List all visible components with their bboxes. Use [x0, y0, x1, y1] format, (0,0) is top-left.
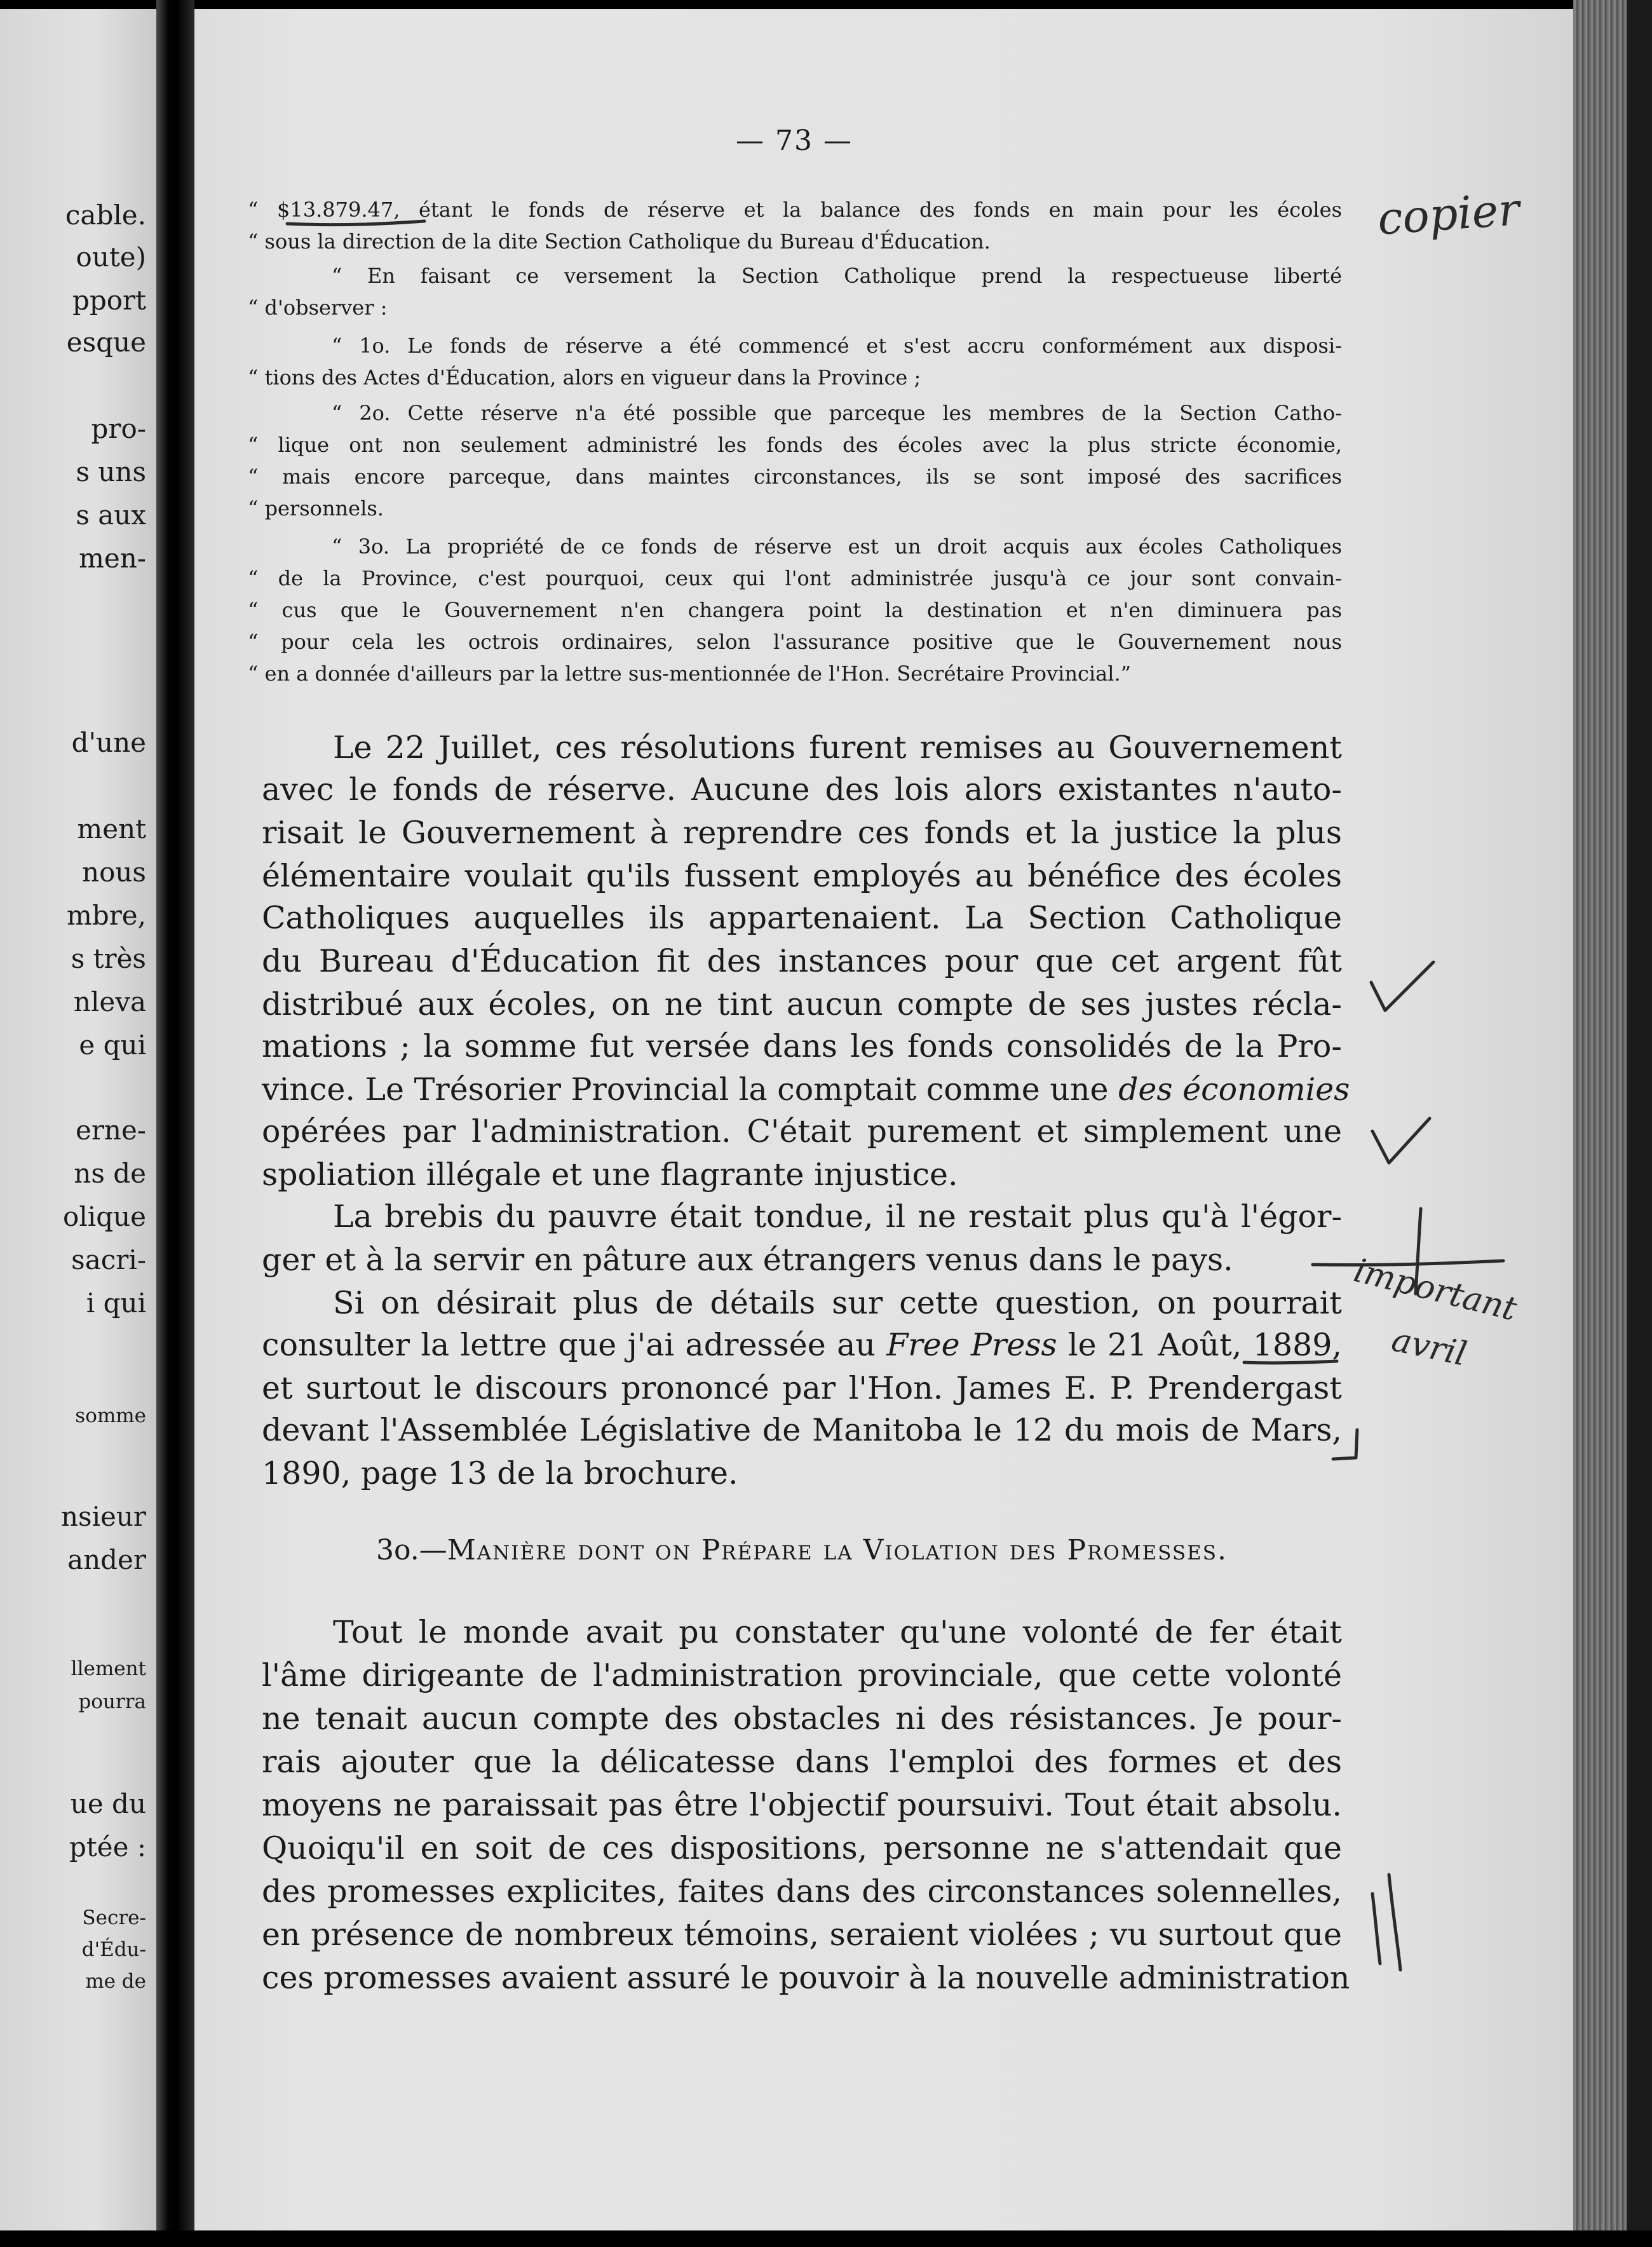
- left-fragment: me de: [85, 1970, 146, 1993]
- left-fragment: s aux: [76, 499, 146, 531]
- quote-line: “ lique ont non seulement administré les fonds des écoles avec la plus stricte économie,: [248, 433, 1342, 457]
- left-fragment: pport: [72, 285, 146, 316]
- quote-line: “ pour cela les octrois ordinaires, selon l'assurance positive que le Gouvernement nous: [248, 630, 1342, 654]
- left-fragment: i qui: [86, 1287, 146, 1319]
- section-number: 3o.—: [376, 1534, 447, 1566]
- left-fragment: nous: [82, 857, 146, 888]
- body-line: en présence de nombreux témoins, seraient violées ; vu surtout que: [262, 1917, 1342, 1953]
- body-line: La brebis du pauvre était tondue, il ne restait plus qu'à l'égor-: [333, 1198, 1342, 1235]
- quote-line: “ de la Province, c'est pourquoi, ceux qui l'ont administrée jusqu'à ce jour sont convain-: [248, 566, 1342, 590]
- left-fragment: men-: [79, 543, 146, 574]
- quote-line: “ personnels.: [248, 496, 384, 520]
- quote-line: “ d'observer :: [248, 295, 388, 320]
- handwritten-note-copier: copier: [1376, 183, 1522, 245]
- body-line: rais ajouter que la délicatesse dans l'emploi des formes et des: [262, 1744, 1342, 1780]
- scan-frame-bottom: [0, 2230, 1652, 2247]
- emphasis-des-economies: des économies: [1118, 1071, 1350, 1108]
- scan-frame-top: [0, 0, 1652, 9]
- left-fragment: d'une: [71, 727, 146, 758]
- emphasis-free-press: Free Press: [886, 1327, 1057, 1363]
- left-fragment: ns de: [74, 1158, 146, 1189]
- body-line: l'âme dirigeante de l'administration provinciale, que cette volonté: [262, 1657, 1342, 1694]
- quote-line: “ 1o. Le fonds de réserve a été commencé et s'est accru conformément aux disposi-: [332, 334, 1342, 358]
- body-line: Quoiqu'il en soit de ces dispositions, personne ne s'attendait que: [262, 1830, 1342, 1866]
- left-fragment: erne-: [75, 1115, 146, 1146]
- left-fragment: sacri-: [71, 1244, 146, 1275]
- body-line: Catholiques auquelles ils appartenaient. La Section Catholique: [262, 900, 1342, 936]
- left-fragment: e qui: [79, 1029, 146, 1061]
- body-line: Si on désirait plus de détails sur cette question, on pourrait: [333, 1285, 1342, 1321]
- body-line: ger et à la servir en pâture aux étrangers venus dans le pays.: [262, 1242, 1233, 1278]
- left-fragment: s uns: [76, 456, 146, 487]
- left-fragment: somme: [75, 1404, 146, 1427]
- section-title: Manière dont on Prépare la Violation des Promesses.: [447, 1534, 1228, 1566]
- body-line-with-emphasis: [262, 1071, 1350, 1108]
- book-gutter: [156, 0, 194, 2247]
- quote-line: “ 2o. Cette réserve n'a été possible que parceque les membres de la Section Catho-: [332, 401, 1342, 425]
- body-line: ne tenait aucun compte des obstacles ni des résistances. Je pour-: [262, 1701, 1342, 1737]
- body-line: avec le fonds de réserve. Aucune des lois alors existantes n'auto-: [262, 771, 1342, 808]
- handwritten-note-important: important: [1350, 1251, 1521, 1329]
- body-line-with-emphasis: [262, 1329, 1342, 1361]
- body-line: opérées par l'administration. C'était purement et simplement une: [262, 1113, 1342, 1150]
- quote-line: “ sous la direction de la dite Section Catholique du Bureau d'Éducation.: [248, 229, 991, 254]
- left-fragment: olique: [63, 1201, 146, 1232]
- left-fragment: ander: [67, 1544, 146, 1575]
- left-page-fragment: [0, 9, 156, 2230]
- body-line: distribué aux écoles, on ne tint aucun compte de ses justes récla-: [262, 986, 1342, 1022]
- left-fragment: pourra: [78, 1690, 146, 1713]
- quote-line: “ $13.879.47, étant le fonds de réserve et la balance des fonds en main pour les écoles: [248, 198, 1342, 222]
- quote-line: “ En faisant ce versement la Section Catholique prend la respectueuse liberté: [332, 264, 1342, 288]
- quote-line: “ en a donnée d'ailleurs par la lettre sus-mentionnée de l'Hon. Secrétaire Provincial.”: [248, 662, 1131, 686]
- left-fragment: mbre,: [67, 900, 146, 931]
- quote-line: “ 3o. La propriété de ce fonds de réserve est un droit acquis aux écoles Catholiques: [332, 534, 1342, 559]
- body-line: et surtout le discours prononcé par l'Hon. James E. P. Prendergast: [262, 1370, 1342, 1406]
- left-fragment: llement: [71, 1657, 146, 1680]
- body-line: 1890, page 13 de la brochure.: [262, 1455, 738, 1491]
- left-fragment: cable.: [65, 200, 146, 231]
- body-line: Le 22 Juillet, ces résolutions furent remises au Gouvernement: [333, 730, 1342, 766]
- quote-line: “ cus que le Gouvernement n'en changera point la destination et n'en diminuera pas: [248, 598, 1342, 622]
- handwritten-note-avril: avril: [1388, 1320, 1470, 1374]
- left-fragment: esque: [66, 327, 146, 358]
- book-page-edges: [1573, 0, 1652, 2247]
- body-line: Tout le monde avait pu constater qu'une volonté de fer était: [333, 1614, 1342, 1650]
- left-fragment: d'Édu-: [81, 1938, 146, 1961]
- body-line: spoliation illégale et une flagrante injustice.: [262, 1157, 958, 1193]
- left-fragment: pro-: [91, 413, 146, 444]
- body-line-text-after: le 21 Août, 1889,: [1057, 1327, 1342, 1363]
- body-line: moyens ne paraissait pas être l'objectif poursuivi. Tout était absolu.: [262, 1787, 1342, 1823]
- left-fragment: Secre-: [82, 1906, 146, 1929]
- body-line: risait le Gouvernement à reprendre ces fonds et la justice la plus: [262, 815, 1342, 851]
- left-fragment: s très: [71, 943, 146, 974]
- body-line: devant l'Assemblée Législative de Manitoba le 12 du mois de Mars,: [262, 1412, 1342, 1448]
- body-line-text: consulter la lettre que j'ai adressée au: [262, 1327, 876, 1363]
- left-fragment: nleva: [73, 986, 146, 1017]
- quote-line: “ tions des Actes d'Éducation, alors en vigueur dans la Province ;: [248, 365, 921, 390]
- page-number: — 73 —: [736, 125, 853, 157]
- body-line: élémentaire voulait qu'ils fussent employés au bénéfice des écoles: [262, 858, 1342, 894]
- left-fragment: nsieur: [60, 1501, 146, 1532]
- left-fragment: oute): [76, 241, 146, 273]
- body-line: du Bureau d'Éducation fit des instances pour que cet argent fût: [262, 943, 1342, 979]
- quote-line: “ mais encore parceque, dans maintes circonstances, ils se sont imposé des sacrifices: [248, 465, 1342, 489]
- section-heading: [262, 1534, 1342, 1566]
- left-fragment: ment: [77, 813, 146, 845]
- body-line: ces promesses avaient assuré le pouvoir à la nouvelle administration: [262, 1960, 1350, 1996]
- left-fragment: ue du: [70, 1788, 146, 1819]
- body-line-text: vince. Le Trésorier Provincial la comptait comme une: [262, 1071, 1109, 1108]
- left-fragment: ptée :: [69, 1831, 146, 1863]
- body-line: mations ; la somme fut versée dans les fonds consolidés de la Pro-: [262, 1028, 1342, 1064]
- body-line: des promesses explicites, faites dans des circonstances solennelles,: [262, 1873, 1342, 1910]
